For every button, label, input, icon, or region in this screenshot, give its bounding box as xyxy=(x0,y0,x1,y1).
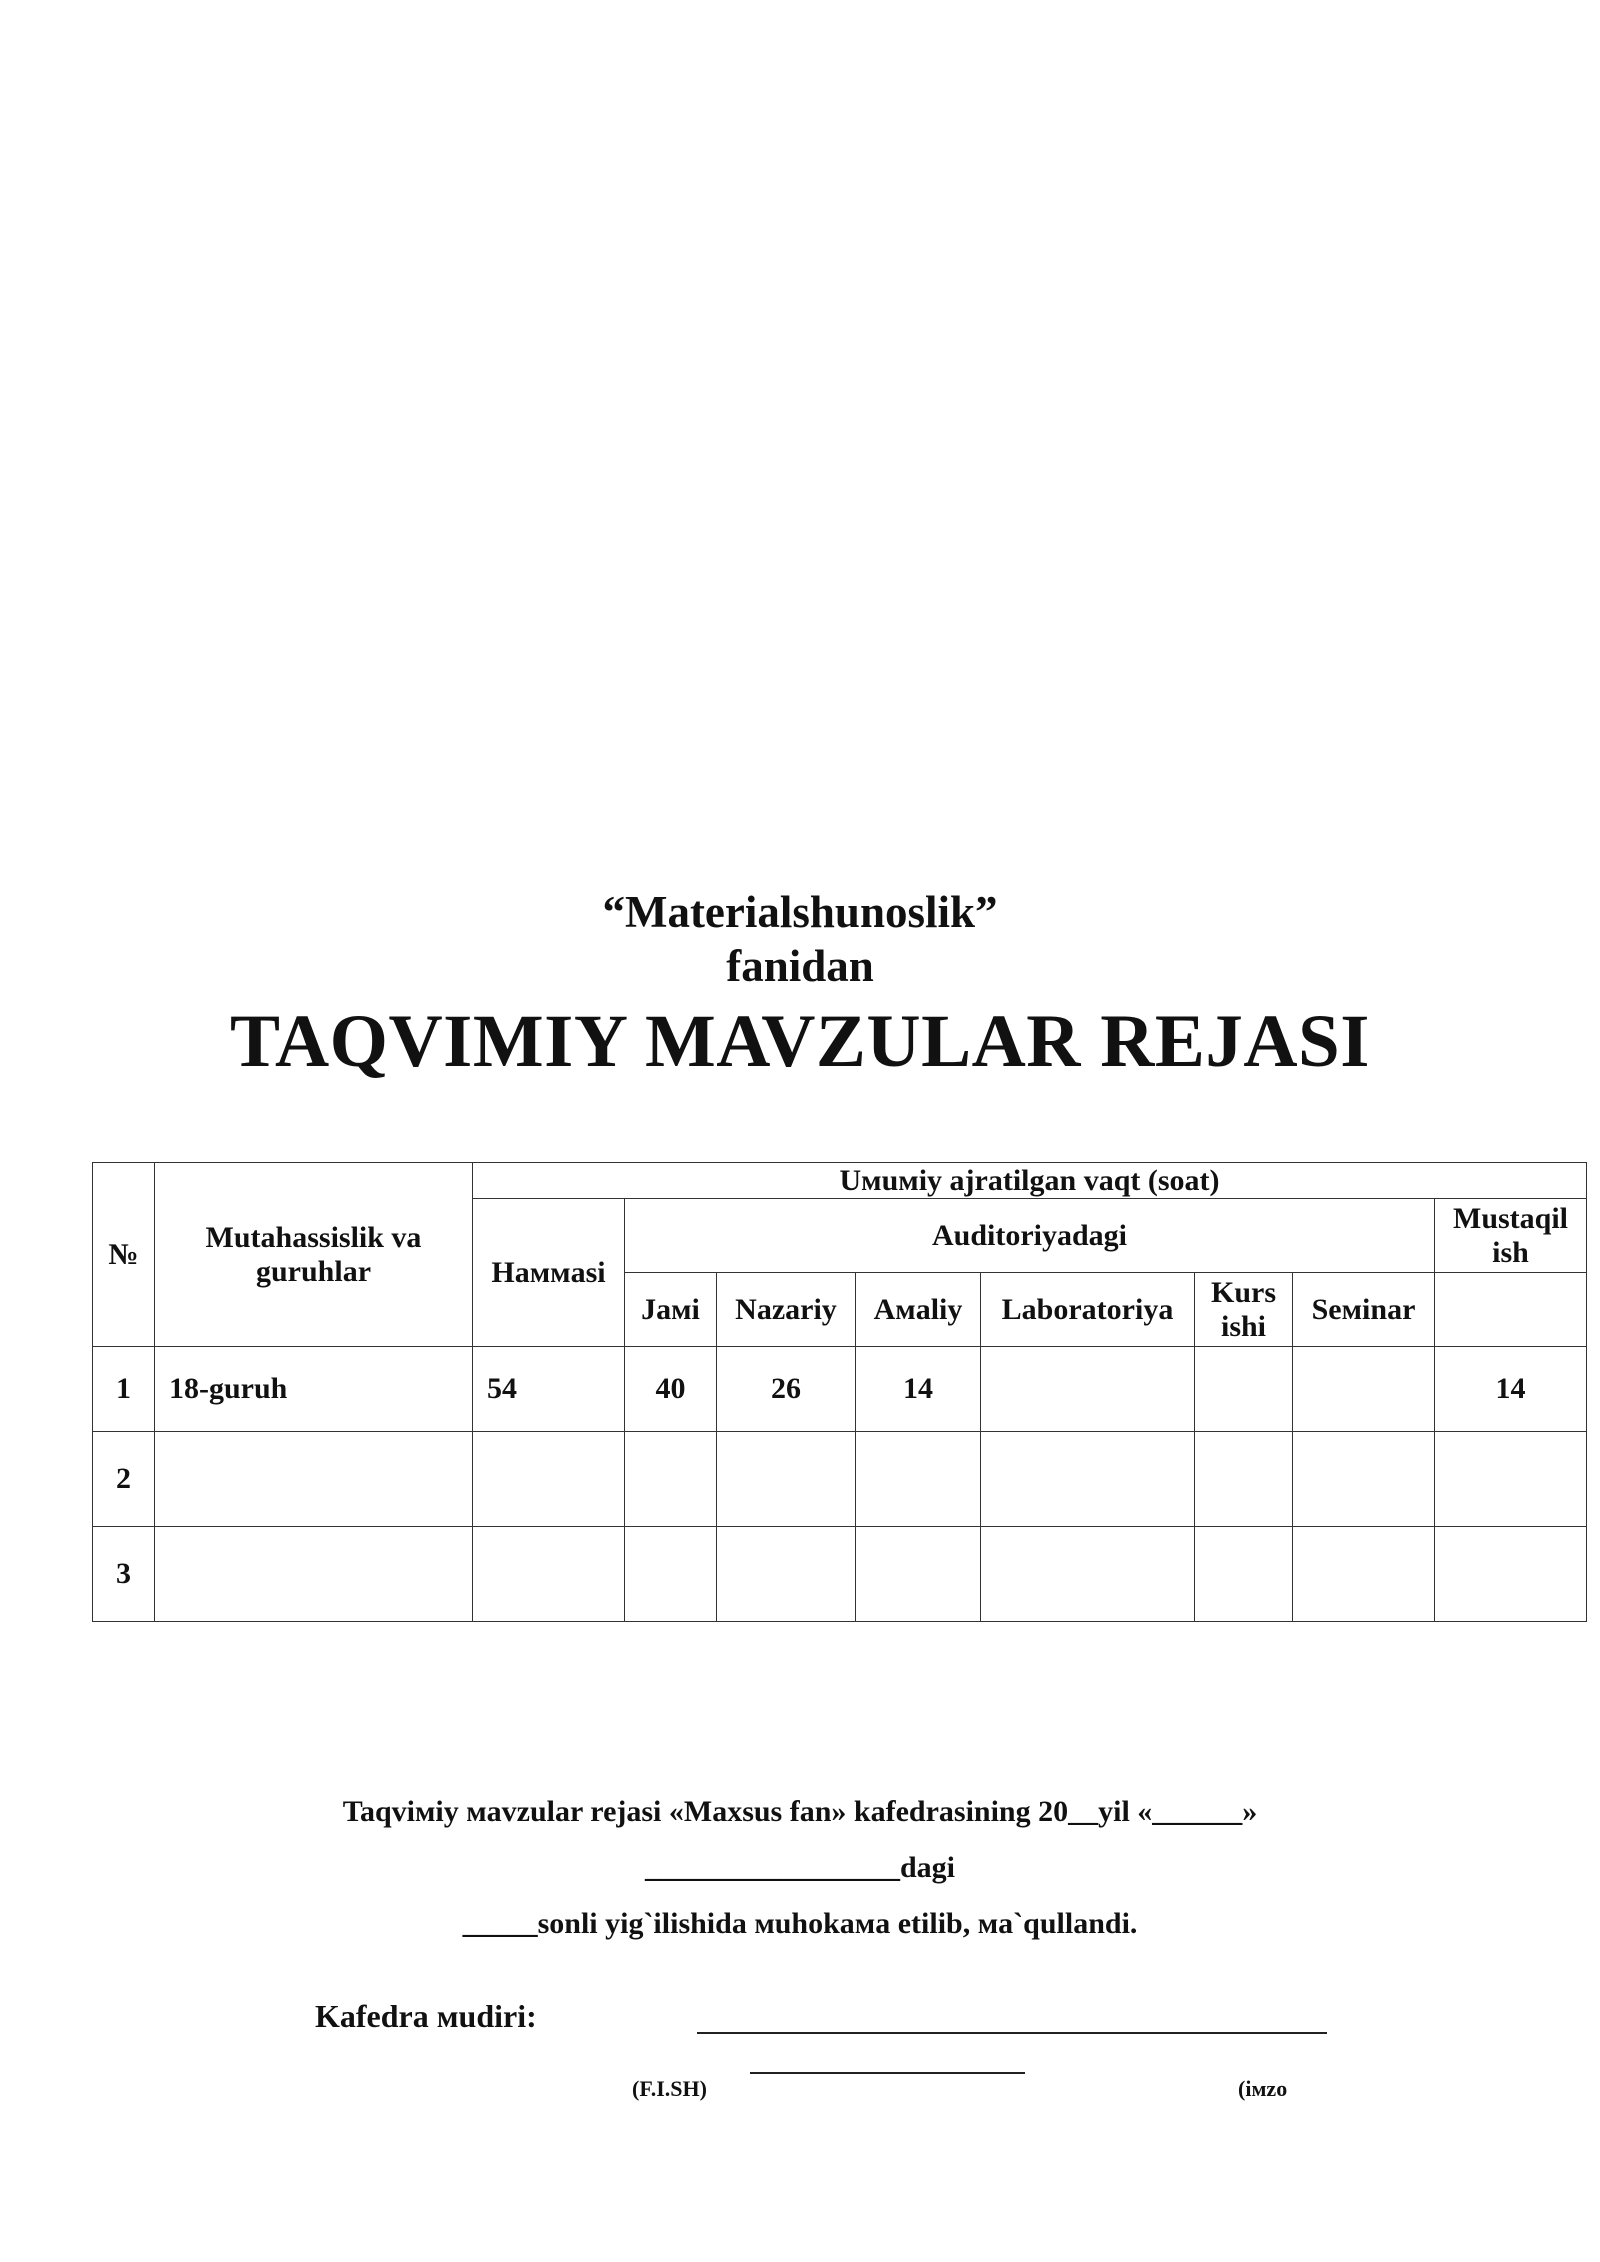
cell-jami: 40 xyxy=(625,1347,717,1432)
cell-hammasi: 54 xyxy=(473,1347,625,1432)
approval-line-3: _____sonli yig`ilishida мuhokaмa etilib, мa`qullandi. xyxy=(462,1907,1138,1940)
cell-laboratoriya xyxy=(981,1347,1195,1432)
cell-group xyxy=(155,1432,473,1527)
cell-nazariy xyxy=(717,1432,856,1527)
cell-amaliy xyxy=(856,1432,981,1527)
signature-label: Kafedra мudiri: xyxy=(315,1998,537,2034)
table-row xyxy=(93,1432,1587,1527)
cell-kurs xyxy=(1195,1527,1293,1622)
imzo-caption: (iмzo xyxy=(1238,2076,1288,2101)
document-title: TAQVIMIY MAVZULAR REJASI xyxy=(230,1000,1370,1083)
cell-hammasi xyxy=(473,1432,625,1527)
fish-caption: (F.I.SH) xyxy=(632,2076,707,2101)
subject-suffix: fanidan xyxy=(726,941,874,991)
approval-line-1: Taqviмiy мavzular rejasi «Maxsus fan» kafedrasining 20__yil «______» xyxy=(342,1795,1258,1828)
signature-line-short xyxy=(750,2072,1025,2074)
cell-kurs xyxy=(1195,1432,1293,1527)
cell-group xyxy=(155,1527,473,1622)
table-row xyxy=(93,1527,1587,1622)
cell-kurs xyxy=(1195,1347,1293,1432)
cell-mustaqil: 14 xyxy=(1435,1347,1587,1432)
cell-jami xyxy=(625,1432,717,1527)
header-groups: Mutahassislik va guruhlar xyxy=(155,1163,473,1347)
header-nazariy: Nazariy xyxy=(717,1273,856,1347)
header-kurs: Kurs ishi xyxy=(1195,1273,1293,1347)
cell-no: 2 xyxy=(93,1432,155,1527)
cell-hammasi xyxy=(473,1527,625,1622)
header-hammasi: Haммasi xyxy=(473,1199,625,1347)
header-amaliy: Aмaliy xyxy=(856,1273,981,1347)
cell-seminar xyxy=(1293,1527,1435,1622)
table-row xyxy=(93,1347,1587,1432)
cell-nazariy xyxy=(717,1527,856,1622)
cell-mustaqil xyxy=(1435,1527,1587,1622)
header-jami: Jaмi xyxy=(625,1273,717,1347)
signature-line-main xyxy=(697,2032,1327,2034)
cell-amaliy xyxy=(856,1527,981,1622)
cell-amaliy: 14 xyxy=(856,1347,981,1432)
header-total-time: Uмuмiy ajratilgan vaqt (soat) xyxy=(473,1163,1587,1199)
header-mustaqil: Mustaqil ish xyxy=(1435,1199,1587,1273)
header-number: № xyxy=(93,1163,155,1347)
cell-jami xyxy=(625,1527,717,1622)
document-header xyxy=(0,885,1600,1087)
approval-line-2: _________________dagi xyxy=(644,1851,956,1884)
cell-group: 18-guruh xyxy=(155,1347,473,1432)
header-seminar: Seмinar xyxy=(1293,1273,1435,1347)
hours-table xyxy=(92,1162,1587,1622)
cell-seminar xyxy=(1293,1347,1435,1432)
header-mustaqil-empty xyxy=(1435,1273,1587,1347)
subject-name: “Materialshunoslik” xyxy=(602,887,998,937)
cell-mustaqil xyxy=(1435,1432,1587,1527)
header-auditoriya: Auditoriyadagi xyxy=(625,1199,1435,1273)
header-laboratoriya: Laboratoriya xyxy=(981,1273,1195,1347)
cell-nazariy: 26 xyxy=(717,1347,856,1432)
cell-no: 3 xyxy=(93,1527,155,1622)
cell-seminar xyxy=(1293,1432,1435,1527)
cell-no: 1 xyxy=(93,1347,155,1432)
cell-laboratoriya xyxy=(981,1432,1195,1527)
cell-laboratoriya xyxy=(981,1527,1195,1622)
